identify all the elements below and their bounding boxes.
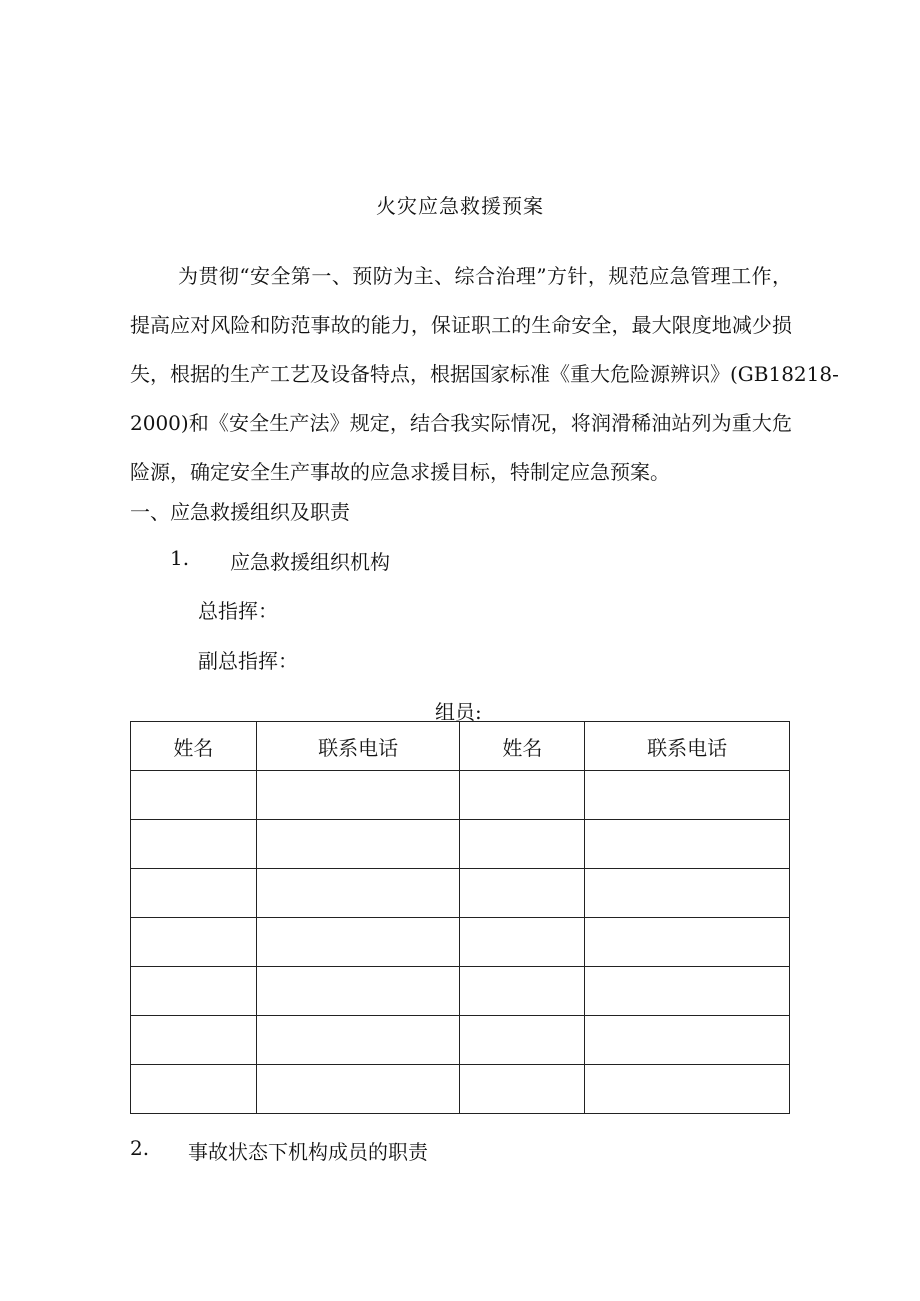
table-row: [131, 771, 790, 820]
table-cell: [256, 1016, 460, 1065]
item1-label: 应急救援组织机构: [230, 550, 390, 574]
header-name-2: 姓名: [460, 722, 585, 771]
intro-line: 2000)和《安全生产法》规定，结合我实际情况，将润滑稀油站列为重大危: [130, 411, 792, 435]
chief-commander-label: 总指挥：: [198, 599, 278, 623]
item2-number: 2.: [130, 1136, 150, 1160]
table-row: [131, 820, 790, 869]
table-row: [131, 918, 790, 967]
table-row: [131, 967, 790, 1016]
header-name-1: 姓名: [131, 722, 257, 771]
table-cell: [256, 771, 460, 820]
table-cell: [131, 869, 257, 918]
table-cell: [585, 918, 790, 967]
table-cell: [585, 1065, 790, 1114]
table-cell: [585, 820, 790, 869]
table-cell: [256, 967, 460, 1016]
table-cell: [256, 820, 460, 869]
table-cell: [131, 820, 257, 869]
header-phone-2: 联系电话: [585, 722, 790, 771]
item1-number: 1.: [170, 546, 190, 570]
table-cell: [256, 918, 460, 967]
table-cell: [460, 918, 585, 967]
intro-paragraph: [130, 252, 839, 497]
table-cell: [131, 918, 257, 967]
section1-heading: 一、应急救援组织及职责: [130, 500, 350, 524]
table-row: [131, 1016, 790, 1065]
table-cell: [256, 869, 460, 918]
intro-line: 险源，确定安全生产事故的应急求援目标，特制定应急预案。: [130, 460, 670, 484]
table-cell: [460, 1016, 585, 1065]
table-cell: [460, 771, 585, 820]
table-cell: [585, 869, 790, 918]
table-row: [131, 1065, 790, 1114]
table-cell: [131, 1065, 257, 1114]
document-title: 火灾应急救援预案: [376, 194, 544, 218]
table-cell: [585, 771, 790, 820]
table-cell: [585, 967, 790, 1016]
intro-line: 提高应对风险和防范事故的能力，保证职工的生命安全，最大限度地减少损: [130, 313, 792, 337]
intro-line: 为贯彻“安全第一、预防为主、综合治理”方针，规范应急管理工作，: [178, 264, 792, 288]
table-cell: [460, 820, 585, 869]
members-table: [130, 721, 790, 1114]
table-cell: [460, 869, 585, 918]
table-cell: [131, 771, 257, 820]
members-label: 组员:: [435, 700, 482, 724]
table-cell: [460, 1065, 585, 1114]
table-cell: [131, 1016, 257, 1065]
intro-line: 失，根据的生产工艺及设备特点，根据国家标准《重大危险源辨识》(GB18218-: [130, 362, 839, 386]
deputy-commander-label: 副总指挥：: [198, 649, 298, 673]
header-phone-1: 联系电话: [256, 722, 460, 771]
table-row: [131, 869, 790, 918]
item2-label: 事故状态下机构成员的职责: [188, 1140, 428, 1164]
table-cell: [131, 967, 257, 1016]
table-cell: [256, 1065, 460, 1114]
table-cell: [460, 967, 585, 1016]
table-cell: [585, 1016, 790, 1065]
table-header-row: [131, 722, 790, 771]
